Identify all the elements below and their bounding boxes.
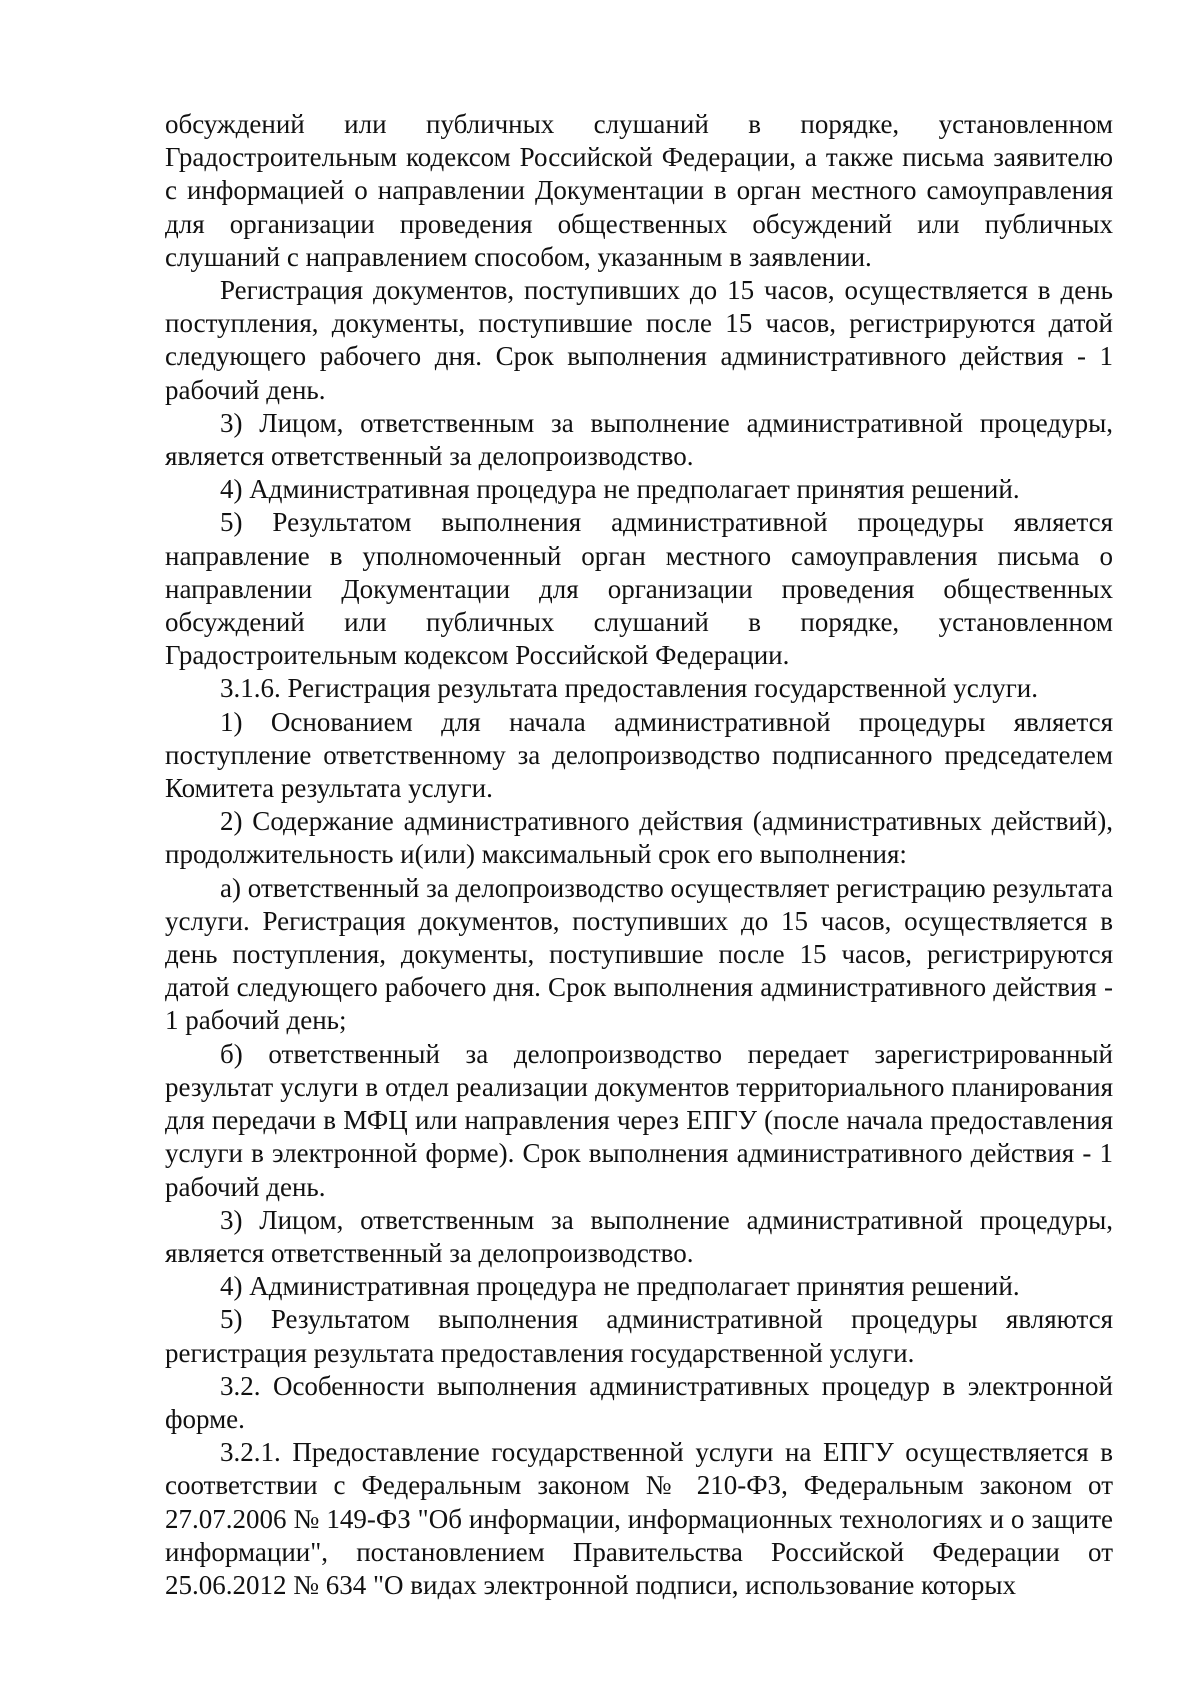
paragraph-responsible-person-2: 3) Лицом, ответственным за выполнение административной процедуры, является ответственный за делопроизводство. (165, 1204, 1113, 1268)
paragraph-no-decisions: 4) Административная процедура не предполагает принятия решений. (220, 474, 1020, 505)
section-heading-3-1-6: 3.1.6. Регистрация результата предоставления государственной услуги. (220, 673, 1039, 704)
paragraph-action-content: 2) Содержание административного действия (административных действий), продолжительность и(или) максимальный срок его выполнения: (165, 806, 1113, 870)
paragraph-registration-time: Регистрация документов, поступивших до 15 часов, осуществляется в день поступления, документы, поступившие после 15 часов, регистрируются датой следующего рабочего дня. Срок выполнения административного действия - 1 рабочий день. (165, 275, 1113, 405)
section-heading-3-2: 3.2. Особенности выполнения административных процедур в электронной форме. (165, 1370, 1113, 1434)
paragraph-item-a: а) ответственный за делопроизводство осуществляет регистрацию результата услуги. Регистрация документов, поступивших до 15 часов, осуществляется в день поступления, документы, поступившие после 15 часов, регистрируются датой следующего рабочего дня. Срок выполнения административного действия - 1 рабочий день; (165, 872, 1113, 1036)
section-heading-3-2-1: 3.2.1. Предоставление государственной услуги на ЕПГУ осуществляется в соответствии с Федеральным законом № 210-ФЗ, Федеральным законом от 27.07.2006 № 149-ФЗ "Об информации, информационных технологиях и о защите информации", постановлением Правительства Российской Федерации от 25.06.2012 № 634 "О видах электронной подписи, использование которых (165, 1437, 1113, 1600)
paragraph-procedure-result-2: 5) Результатом выполнения административной процедуры являются регистрация результата предоставления государственной услуги. (165, 1304, 1113, 1368)
paragraph-responsible-person: 3) Лицом, ответственным за выполнение административной процедуры, является ответственный за делопроизводство. (165, 407, 1113, 472)
paragraph-procedure-basis: 1) Основанием для начала административной процедуры является поступление ответственному за делопроизводство подписанного председателем Комитета результата услуги. (165, 706, 1113, 804)
paragraph-procedure-result: 5) Результатом выполнения административной процедуры является направление в уполномоченный орган местного самоуправления письма о направлении Документации для организации проведения общественных обсуждений или публичных слушаний в порядке, установленном Градостроительным кодексом Российской Федерации. (165, 507, 1113, 671)
paragraph-no-decisions-2: 4) Административная процедура не предполагает принятия решений. (220, 1271, 1020, 1302)
paragraph-item-b: б) ответственный за делопроизводство передает зарегистрированный результат услуги в отдел реализации документов территориального планирования для передачи в МФЦ или направления через ЕПГУ (после начала предоставления услуги в электронной форме). Срок выполнения административного действия - 1 рабочий день. (165, 1038, 1113, 1202)
paragraph-continuation: обсуждений или публичных слушаний в порядке, установленном Градостроительным кодексом Российской Федерации, а также письма заявителю с информацией о направлении Документации в орган местного самоуправления для организации проведения общественных обсуждений или публичных слушаний с направлением способом, указанным в заявлении. (165, 109, 1113, 272)
document-body (165, 108, 1113, 1602)
